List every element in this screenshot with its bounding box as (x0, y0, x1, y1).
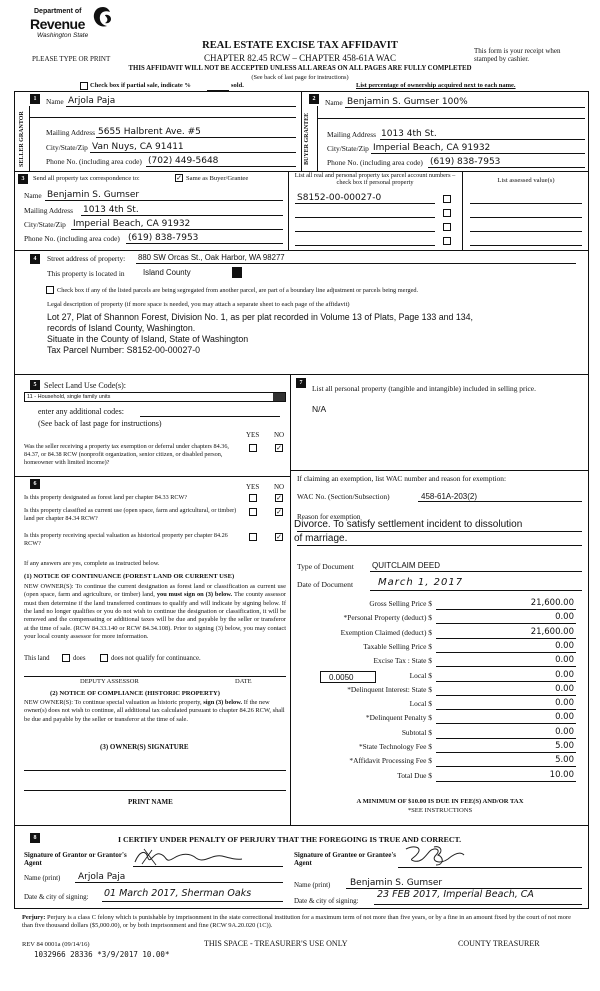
seller-city-line (90, 152, 296, 153)
buyer-name-label: Name (325, 98, 343, 107)
s3-city-label: City/State/Zip (24, 220, 66, 229)
owner-sig-line (24, 770, 286, 771)
calc-row-line (436, 666, 576, 667)
s3-phone: (619) 838-7953 (128, 233, 199, 243)
seller-city: Van Nuys, CA 91411 (92, 142, 184, 152)
this-land-label: This land (24, 655, 50, 662)
reason-line-1: Divorce. To satisfy settlement incident to dissolution (294, 519, 523, 530)
current-use-no-checkbox[interactable]: ✓ (276, 508, 282, 516)
form-subtitle: CHAPTER 82.45 RCW – CHAPTER 458-61A WAC (204, 53, 396, 63)
calc-row-amount: 21,600.00 (530, 627, 574, 637)
wac-label: WAC No. (Section/Subsection) (297, 492, 390, 501)
buyer-mailing-line (380, 139, 585, 140)
calc-row-label: Taxable Selling Price $ (363, 642, 432, 651)
seller-name: Arjola Paja (68, 96, 116, 106)
doc-date-label: Date of Document (297, 580, 354, 589)
assessed-line-2 (470, 217, 582, 218)
s3-city: Imperial Beach, CA 91932 (73, 219, 191, 229)
county-dropdown-icon[interactable] (232, 267, 242, 278)
personal-property-checkbox-1[interactable] (443, 195, 451, 203)
calc-row-line (436, 752, 576, 753)
parcel-line-4 (295, 245, 435, 246)
section-1-number: 1 (30, 94, 40, 104)
calc-row-line (436, 695, 576, 696)
lower-divider (290, 374, 291, 826)
seller-phone: (702) 449-5648 (148, 156, 219, 166)
qualify-does-label: does (73, 655, 86, 662)
calc-row-line (436, 681, 576, 682)
receipt-note: This form is your receipt when stamped by cashier. (474, 47, 561, 64)
no-header-6: NO (274, 483, 285, 491)
reason-line-1-rule (297, 531, 582, 532)
yes-header-5: YES (246, 431, 260, 439)
county-name: Island County (143, 268, 191, 277)
s3-mailing-line (81, 215, 283, 216)
buyer-side-label: BUYER GRANTEE (304, 112, 310, 166)
calc-row-amount: 0.00 (555, 612, 574, 622)
additional-codes-line (140, 416, 280, 417)
treasurer-space: THIS SPACE - TREASURER'S USE ONLY (204, 939, 348, 948)
see-instructions-note: *SEE INSTRUCTIONS (407, 807, 473, 814)
parcel-number: S8152-00-00027-0 (297, 193, 382, 203)
calc-row-line (436, 623, 576, 624)
calc-row-line (436, 781, 576, 782)
owner-signature-label: (3) OWNER(S) SIGNATURE (100, 743, 189, 751)
reason-line-2-rule (297, 545, 582, 546)
reason-line-2: of marriage. (294, 533, 348, 544)
street-address: 880 SW Orcas St., Oak Harbor, WA 98277 (138, 253, 285, 262)
s3-name-line (45, 200, 283, 201)
no-header-5: NO (274, 431, 285, 439)
wac-value: 458-61A-203(2) (421, 492, 478, 501)
reason-label: Reason for exemption (297, 513, 361, 521)
qualify-does-not-label: does not qualify for continuance. (111, 655, 201, 662)
notice1-text (24, 583, 286, 641)
parcel-line-2 (295, 217, 435, 218)
yes-header-6: YES (246, 483, 260, 491)
seller-phone-label: Phone No. (including area code) (46, 157, 142, 166)
section-3-divider (288, 171, 289, 251)
forest-yes-checkbox[interactable] (249, 494, 257, 502)
perjury-notice (22, 914, 582, 931)
local-rate-value: 0.0050 (329, 673, 354, 682)
section-1-2-divider (301, 91, 302, 172)
calc-row-line (436, 652, 576, 653)
parcel-line-3 (295, 231, 435, 232)
calc-row-label: Total Due $ (397, 771, 432, 780)
certify-statement: I CERTIFY UNDER PENALTY OF PERJURY THAT THE FOREGOING IS TRUE AND CORRECT. (118, 835, 462, 844)
forest-question: Is this property designated as forest land per chapter 84.33 RCW? (24, 494, 188, 501)
calc-row-line (436, 638, 576, 639)
doc-type-line (370, 571, 582, 572)
s7-separator (290, 470, 589, 471)
current-use-question: Is this property classified as current use (open space, farm and agricultural, or timber) land per chapter 84.34 RCW? (24, 507, 237, 523)
perjury-text: Perjury is a class C felony which is punishable by imprisonment in the state correctional institution for a maximum term of not more than five years, or by a fine in an amount fixed by the court of not more than five thousand dollars ($5,000.00), or by both imprisonment and fine (RCW 9A.20.020 (1C)). (22, 914, 571, 930)
land-use-dropdown-icon[interactable] (273, 393, 285, 401)
grantor-sig-line (133, 866, 283, 867)
calc-row-amount: 0.00 (555, 655, 574, 665)
buyer-phone-line (428, 167, 585, 168)
grantee-date-city: 23 FEB 2017, Imperial Beach, CA (377, 889, 534, 900)
section-5-number: 5 (30, 380, 40, 390)
calc-row-label: Gross Selling Price $ (369, 599, 432, 608)
section-2-number: 2 (309, 94, 319, 104)
section-6-number: 6 (30, 479, 40, 489)
seller-phone-line (146, 166, 296, 167)
please-type: PLEASE TYPE OR PRINT (32, 55, 111, 63)
section-3-number: 3 (18, 174, 28, 184)
notice1-title: (1) NOTICE OF CONTINUANCE (FOREST LAND OR CURRENT USE) (24, 573, 235, 580)
notice2-text-a: NEW OWNER(S): To continue special valuation as historic property, (24, 699, 202, 706)
partial-sale-label: Check box if partial sale, indicate % (90, 82, 191, 89)
buyer-side-line (317, 106, 318, 172)
local-rate-box[interactable] (320, 671, 376, 683)
see-back-top: (See back of last page for instructions) (251, 74, 349, 81)
personal-property-checkbox-4[interactable] (443, 237, 451, 245)
logo-line-2: Revenue (30, 16, 85, 32)
seller-name-label: Name (46, 97, 64, 106)
logo-line-1: Department of (34, 8, 82, 15)
buyer-city-line (371, 153, 585, 154)
historic-no-checkbox[interactable]: ✓ (276, 533, 282, 541)
parcel-line-1 (295, 203, 435, 204)
buyer-city-label: City/State/Zip (327, 144, 369, 153)
exemption-yes-checkbox[interactable] (249, 444, 257, 452)
calc-row-amount: 0.00 (555, 684, 574, 694)
completion-warning: THIS AFFIDAVIT WILL NOT BE ACCEPTED UNLESS ALL AREAS ON ALL PAGES ARE FULLY COMPLETED (128, 65, 472, 72)
logo-line-3: Washington State (37, 32, 89, 39)
calc-row-label: *Personal Property (deduct) $ (343, 613, 432, 622)
buyer-city: Imperial Beach, CA 91932 (373, 143, 491, 153)
deputy-sig-line (24, 676, 286, 677)
calc-row-amount: 0.00 (555, 670, 574, 680)
dor-swirl-icon (92, 6, 114, 30)
s3-phone-label: Phone No. (including area code) (24, 234, 120, 243)
parcel-header: List all real and personal property tax parcel account numbers – check box if personal property (294, 172, 456, 187)
form-revision: REV 84 0001a (09/14/16) (22, 941, 90, 948)
grantee-sig-label: Signature of Grantee or Grantee's Agent (294, 851, 397, 868)
grantor-signature (130, 846, 245, 868)
personal-property-checkbox-2[interactable] (443, 209, 451, 217)
calc-row-label: Excise Tax : State $ (373, 656, 432, 665)
buyer-name-line (345, 107, 585, 108)
grantor-name: Arjola Paja (78, 872, 126, 882)
street-line (136, 263, 576, 264)
calc-row-label: *State Technology Fee $ (358, 742, 432, 751)
calc-row-amount: 0.00 (555, 727, 574, 737)
calc-row-label: Subtotal $ (401, 728, 432, 737)
qualify-does-not-checkbox[interactable] (100, 654, 108, 662)
notice2-text-b: sign (3) below. (203, 699, 243, 706)
s3-mailing: 1013 4th St. (83, 205, 139, 215)
notice1-text-b: you must sign on (3) below. (156, 591, 233, 599)
calc-row-label: *Delinquent Penalty $ (365, 713, 432, 722)
personal-property-label: List all personal property (tangible and intangible) included in selling price. (312, 384, 536, 393)
grantor-sig-label: Signature of Grantor or Grantor's Agent (24, 851, 127, 868)
calc-row-label: Local $ (409, 671, 432, 680)
seller-side-line (29, 106, 30, 172)
personal-property-value: N/A (312, 404, 327, 414)
seller-mailing-label: Mailing Address (46, 128, 96, 137)
s3-phone-line (126, 243, 283, 244)
same-as-buyer-label: Same as Buyer/Grantee (186, 175, 249, 182)
calc-row-amount: 0.00 (555, 641, 574, 651)
calc-row-line (436, 709, 576, 710)
exemption-question: Was the seller receiving a property tax exemption or deferral under chapters 84.36, 84.37, or 84.38 RCW (nonprofit organization, senior citizen, or disabled person, homeowner with limited income)? (24, 443, 229, 467)
deputy-assessor-label: DEPUTY ASSESSOR (80, 678, 139, 685)
grantor-date-label: Date & city of signing: (24, 893, 89, 901)
calc-row-label: *Delinquent Interest: State $ (347, 685, 432, 694)
deputy-date-label: DATE (235, 678, 252, 685)
assessed-line-3 (470, 231, 582, 232)
section-6-top-line (14, 476, 290, 477)
doc-date-line (370, 590, 582, 591)
calc-row-amount: 5.00 (555, 741, 574, 751)
seller-name-line (66, 106, 296, 107)
form-title: REAL ESTATE EXCISE TAX AFFIDAVIT (202, 40, 398, 51)
s3-city-line (71, 229, 283, 230)
calc-row-label: Local $ (409, 699, 432, 708)
minimum-due-note: A MINIMUM OF $10.00 IS DUE IN FEE(S) AND/OR TAX (356, 798, 524, 805)
calc-row-amount: 21,600.00 (530, 598, 574, 608)
grantee-sig-line (398, 867, 582, 868)
grantee-date-line (374, 904, 582, 905)
buyer-mailing-label: Mailing Address (327, 130, 377, 139)
buyer-name-line-2 (318, 118, 585, 119)
historic-question: Is this property receiving special valuation as historical property per chapter 84.26 RCW? (24, 532, 228, 548)
land-use-value: 11 - Household, single family units (27, 394, 111, 400)
dor-logo (30, 6, 125, 46)
buyer-phone-label: Phone No. (including area code) (327, 158, 423, 167)
buyer-name: Benjamin S. Gumser 100% (347, 97, 468, 107)
ownership-note: List percentage of ownership acquired next to each name. (356, 82, 516, 89)
partial-sale-checkbox[interactable] (80, 82, 88, 90)
grantor-name-label: Name (print) (24, 874, 61, 882)
notice1-text-c: The county assessor must then determine if the land transferred continues to qualify and will indicate by signing below. If the land no longer qualifies or you do not wish to continue the designation or classification, it will be removed and the compensating or additional taxes will be due and payable by the seller or transferor at the time of sale. (RCW 84.33.140 or RCW 84.34.108). Prior to signing (3) below, you may contact your local county assessor for more information. (24, 591, 286, 640)
calc-row-amount: 10.00 (549, 770, 574, 780)
doc-type-value: QUITCLAIM DEED (372, 561, 441, 570)
assessed-header: List assessed value(s) (497, 177, 555, 184)
seller-name-line-2 (30, 117, 296, 118)
calc-row-line (436, 723, 576, 724)
seller-city-label: City/State/Zip (46, 143, 88, 152)
calc-row-label: Exemption Claimed (deduct) $ (340, 628, 432, 637)
calc-row-line (436, 738, 576, 739)
doc-type-label: Type of Document (297, 562, 354, 571)
grantee-name: Benjamin S. Gumser (350, 878, 443, 888)
legal-line-2: records of Island County, Washington. (47, 323, 196, 333)
exemption-claim-label: If claiming an exemption, list WAC number and reason for exemption: (297, 474, 507, 483)
grantor-date-line (102, 901, 283, 902)
additional-codes-label: enter any additional codes: (38, 407, 124, 416)
send-correspondence-label: Send all property tax correspondence to: (33, 175, 140, 182)
any-yes-note: If any answers are yes, complete as instructed below. (24, 560, 160, 567)
owner-sig-line-2 (24, 790, 286, 791)
calc-row-amount: 5.00 (555, 755, 574, 765)
notice2-text-c: If the new owner(s) does not wish to continue, all additional tax calculated pursuant to chapter 84.26 RCW, shall be due and payable by the seller or transferor at the time of sale. (24, 699, 285, 723)
wac-line (418, 501, 582, 502)
grantor-name-line (75, 882, 283, 883)
s3-name: Benjamin S. Gumser (47, 190, 140, 200)
legal-line-3: Situate in the County of Island, State of Washington (47, 334, 249, 344)
grantee-signature (400, 843, 480, 869)
section-4-number: 4 (30, 254, 40, 264)
grantee-name-label: Name (print) (294, 881, 331, 889)
calc-row-amount: 0.00 (555, 698, 574, 708)
street-label: Street address of property: (47, 254, 126, 263)
s3-name-label: Name (24, 191, 42, 200)
legal-line-4: Tax Parcel Number: S8152-00-00027-0 (47, 345, 201, 355)
seller-side-label: SELLER GRANTOR (19, 111, 25, 167)
perjury-label: Perjury: (22, 914, 46, 921)
forest-no-checkbox[interactable]: ✓ (276, 494, 282, 502)
grantee-date-label: Date & city of signing: (294, 897, 359, 905)
calc-row-line (436, 609, 576, 610)
segregated-label: Check box if any of the listed parcels are being segregated from another parcel, are part of a boundary line adjustment or parcels being merged. (57, 287, 419, 294)
calc-row-amount: 0.00 (555, 712, 574, 722)
same-as-buyer-checkbox[interactable]: ✓ (176, 174, 182, 182)
notice1-text-a: NEW OWNER(S): To continue the current designation as forest land or classification as current use (open space, farm and agriculture, or timber) land, (24, 583, 286, 599)
calc-row-label: *Affidavit Processing Fee $ (349, 756, 432, 765)
print-name-label: PRINT NAME (128, 798, 173, 806)
sold-label: sold. (231, 82, 244, 89)
notice2-text (24, 699, 286, 724)
notice2-title: (2) NOTICE OF COMPLIANCE (HISTORIC PROPERTY) (50, 690, 220, 697)
legal-line-1: Lot 27, Plat of Shannon Forest, Division No. 1, as per plat recorded in Volume 13 of Plats, Page 133 and 134, (47, 312, 473, 322)
section-7-number: 7 (296, 378, 306, 388)
buyer-mailing: 1013 4th St. (381, 129, 437, 139)
qualify-does-checkbox[interactable] (62, 654, 70, 662)
current-use-yes-checkbox[interactable] (249, 508, 257, 516)
section-3-divider-2 (462, 171, 463, 251)
calc-row-line (436, 766, 576, 767)
land-use-see-back: (See back of last page for instructions) (38, 419, 162, 428)
section-8-number: 8 (30, 833, 40, 843)
buyer-phone: (619) 838-7953 (430, 157, 501, 167)
segregated-checkbox[interactable] (46, 286, 54, 294)
land-use-select[interactable] (24, 392, 286, 402)
assessed-line-4 (470, 245, 582, 246)
exemption-no-checkbox[interactable]: ✓ (276, 444, 282, 452)
located-label: This property is located in (47, 269, 125, 278)
s3-mailing-label: Mailing Address (24, 206, 74, 215)
county-treasurer: COUNTY TREASURER (458, 939, 540, 948)
assessed-line-1 (470, 203, 582, 204)
seller-mailing-line (96, 137, 296, 138)
personal-property-checkbox-3[interactable] (443, 223, 451, 231)
treasurer-stamp: 1032966 28336 *3/9/2017 10.00* (34, 950, 170, 959)
land-use-label: Select Land Use Code(s): (44, 381, 126, 390)
legal-label: Legal description of property (if more space is needed, you may attach a separate sheet to each page of the affidavit) (47, 301, 350, 308)
doc-date-value: March 1, 2017 (378, 577, 464, 588)
historic-yes-checkbox[interactable] (249, 533, 257, 541)
seller-mailing: 5655 Halbrent Ave. #5 (98, 127, 201, 137)
grantor-date-city: 01 March 2017, Sherman Oaks (104, 888, 252, 899)
